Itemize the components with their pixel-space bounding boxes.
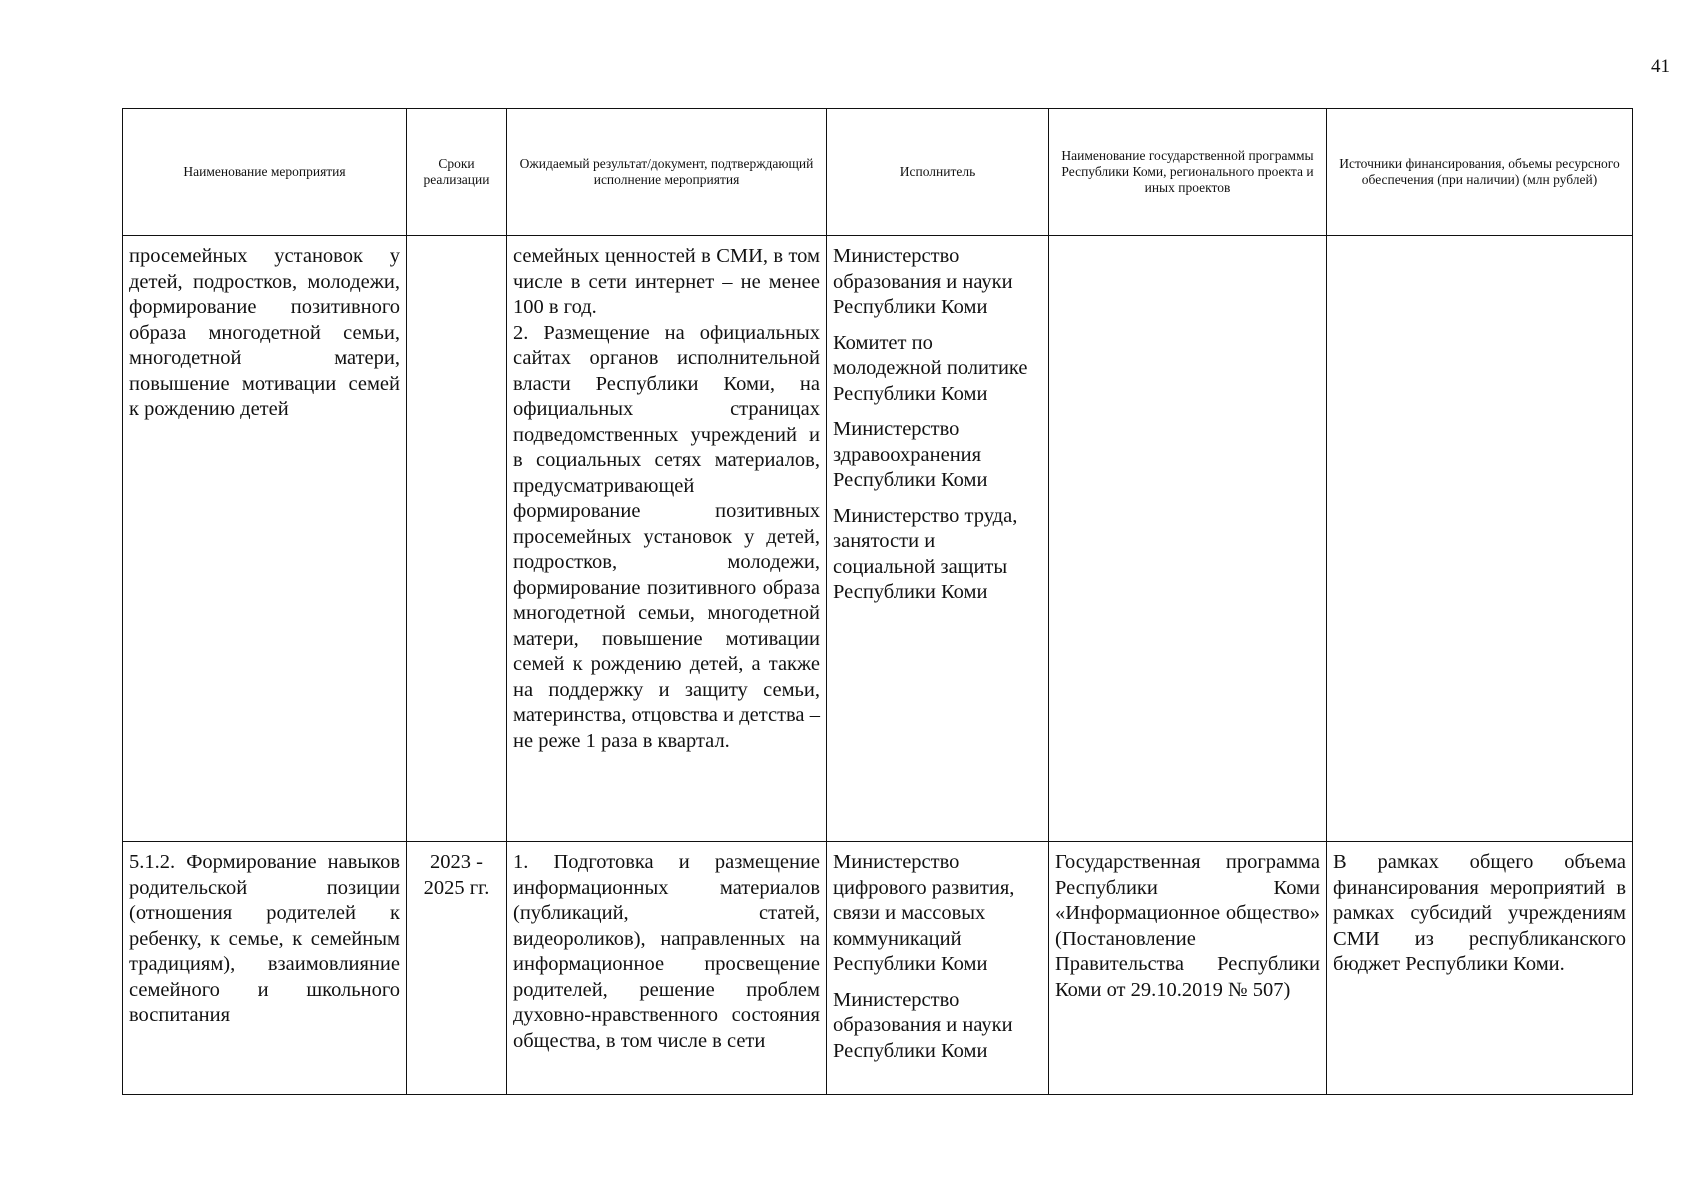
cell-program xyxy=(1049,236,1327,842)
measures-table xyxy=(122,108,1633,1095)
table-row xyxy=(123,842,1633,1095)
cell-funding: В рамках общего объема финансирования мероприятий в рамках субсидий учреждениям СМИ из республиканского бюджет Республики Коми. xyxy=(1327,842,1633,1095)
header-event: Наименование мероприятия xyxy=(123,109,407,236)
cell-event: 5.1.2. Формирование навыков родительской позиции (отношения родителей к ребенку, к семье, к семейным традициям), взаимовлияние семейного и школьного воспитания xyxy=(123,842,407,1095)
table-row xyxy=(123,236,1633,842)
cell-executor xyxy=(827,842,1049,1095)
cell-funding xyxy=(1327,236,1633,842)
result-paragraph: 2. Размещение на официальных сайтах органов исполнительной власти Республики Коми, на официальных страницах подведомственных учреждений и в социальных сетях материалов, предусматривающей формирование позитивных просемейных установок у детей, подростков, молодежи, формирование позитивного образа многодетной семьи, многодетной матери, повышение мотивации семей к рождению детей, а также на поддержку и защиту семьи, материнства, отцовства и детства – не реже 1 раза в квартал. xyxy=(513,321,820,752)
header-period: Сроки реализации xyxy=(407,109,507,236)
cell-program: Государственная программа Республики Коми «Информационное общество» (Постановление Правительства Республики Коми от 29.10.2019 № 507) xyxy=(1049,842,1327,1095)
executor-item: Министерство здравоохранения Республики Коми xyxy=(833,418,988,491)
result-paragraph: семейных ценностей в СМИ, в том числе в сети интернет – не менее 100 в год. xyxy=(513,245,820,318)
cell-result: 1. Подготовка и размещение информационных материалов (публикаций, статей, видеороликов), направленных на информационное просвещение родителей, решение проблем духовно-нравственного состояния общества, в том числе в сети xyxy=(507,842,827,1095)
executor-item: Министерство образования и науки Республики Коми xyxy=(833,245,1013,318)
header-funding: Источники финансирования, объемы ресурсного обеспечения (при наличии) (млн рублей) xyxy=(1327,109,1633,236)
executor-item: Комитет по молодежной политике Республики Коми xyxy=(833,331,1028,405)
executor-item: Министерство труда, занятости и социальной защиты Республики Коми xyxy=(833,504,1018,603)
cell-event: просемейных установок у детей, подростков, молодежи, формирование позитивного образа многодетной семьи, многодетной матери, повышение мотивации семей к рождению детей xyxy=(123,236,407,842)
executor-item: Министерство цифрового развития, связи и массовых коммуникаций Республики Коми xyxy=(833,851,1015,975)
executor-item: Министерство образования и науки Республики Коми xyxy=(833,988,1013,1062)
header-executor: Исполнитель xyxy=(827,109,1049,236)
header-result: Ожидаемый результат/документ, подтверждающий исполнение мероприятия xyxy=(507,109,827,236)
header-program: Наименование государственной программы Республики Коми, регионального проекта и иных проектов xyxy=(1049,109,1327,236)
table-header-row xyxy=(123,109,1633,236)
page-number: 41 xyxy=(1651,56,1670,77)
cell-period xyxy=(407,236,507,842)
cell-period: 2023 - 2025 гг. xyxy=(407,842,507,1095)
cell-executor xyxy=(827,236,1049,842)
cell-result xyxy=(507,236,827,842)
